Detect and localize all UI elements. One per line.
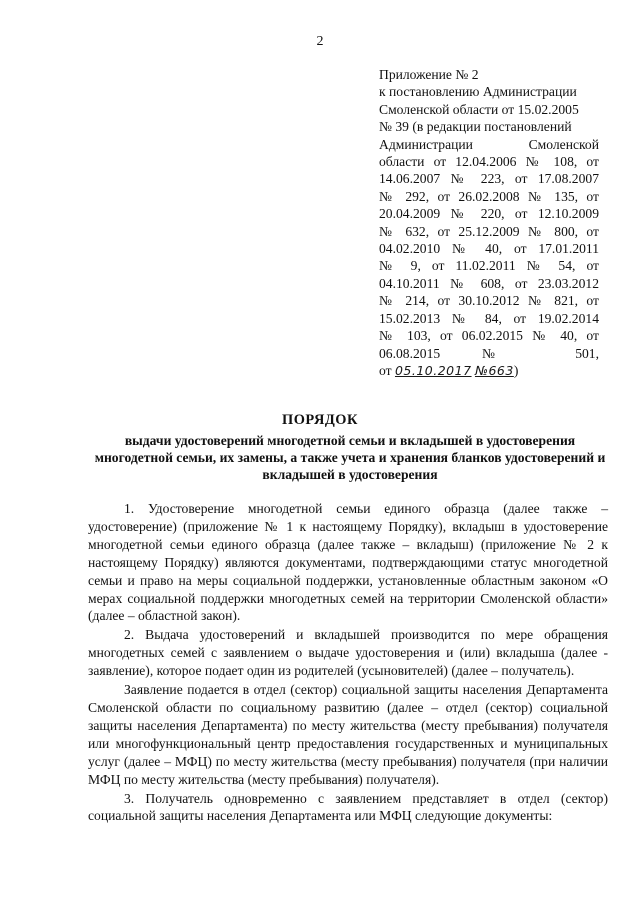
appendix-line: № 292, от 26.02.2008 № 135, от: [379, 188, 599, 204]
appendix-line: № 9, от 11.02.2011 № 54, от: [379, 258, 599, 274]
appendix-line: Приложение № 2: [379, 67, 479, 82]
handwritten-number: №663: [474, 362, 514, 378]
appendix-header: [379, 66, 599, 379]
appendix-line: Смоленской области от 15.02.2005: [379, 101, 579, 117]
appendix-line: 04.02.2010 № 40, от 17.01.2011: [379, 241, 599, 257]
appendix-line: № 214, от 30.10.2012 № 821, от: [379, 293, 599, 309]
appendix-line: № 632, от 25.12.2009 № 800, от: [379, 223, 599, 239]
appendix-line: области от 12.04.2006 № 108, от: [379, 154, 599, 170]
handwritten-date: 05.10.2017: [394, 362, 472, 378]
appendix-line: № 103, от 06.02.2015 № 40, от: [379, 328, 599, 344]
document-subtitle: выдачи удостоверений многодетной семьи и вкладышей в удостоверения многодетной семьи, их замены, а также учета и хранения бланков удостоверений и вкладышей в удостоверения: [94, 433, 606, 482]
appendix-last-prefix: от: [379, 362, 392, 378]
appendix-line: Администрации Смоленской: [379, 136, 599, 152]
closing-paren: ): [513, 362, 519, 378]
appendix-line: 14.06.2007 № 223, от 17.08.2007: [379, 171, 599, 187]
page-number: 2: [316, 34, 324, 49]
document-body: [88, 500, 608, 825]
paragraph: Заявление подается в отдел (сектор) социальной защиты населения Департамента Смоленской области по социальному развитию (далее – отдел (сектор) социальной защиты населения Департамента) по месту жительства (месту пребывания) получателя или многофункциональный центр предоставления государственных и муниципальных услуг (далее – МФЦ) по месту жительства (месту пребывания) получателя (при наличии МФЦ по месту жительства (месту пребывания) получателя).: [88, 682, 608, 787]
appendix-line: 20.04.2009 № 220, от 12.10.2009: [379, 206, 599, 222]
appendix-line: к постановлению Администрации: [379, 84, 577, 100]
paragraph: 2. Выдача удостоверений и вкладышей производится по мере обращения многодетных семей с заявлением о выдаче удостоверения и (или) вкладыша (далее - заявление), которое подает один из родителей (усыновителей) (далее – получатель).: [88, 627, 608, 679]
paragraph: 1. Удостоверение многодетной семьи единого образца (далее также – удостоверение) (приложение № 1 к настоящему Порядку), вкладыш в удостоверение многодетной семьи единого образца (далее также – вкладыш) (приложение № 2 к настоящему Порядку) являются документами, подтверждающими статус многодетной семьи и право на меры социальной поддержки, установленные областным законом «О мерах социальной поддержки многодетных семей на территории Смоленской области» (далее – областной закон).: [88, 501, 608, 624]
appendix-line: 04.10.2011 № 608, от 23.03.2012: [379, 275, 599, 291]
appendix-line: 15.02.2013 № 84, от 19.02.2014: [379, 310, 599, 326]
paragraph: 3. Получатель одновременно с заявлением представляет в отдел (сектор) социальной защиты населения Департамента или МФЦ следующие документы:: [88, 790, 608, 824]
appendix-line: 06.08.2015 № 501,: [379, 345, 599, 361]
appendix-last-line: [379, 362, 599, 379]
document-title: ПОРЯДОК: [282, 412, 358, 428]
appendix-line: № 39 (в редакции постановлений: [379, 119, 572, 135]
